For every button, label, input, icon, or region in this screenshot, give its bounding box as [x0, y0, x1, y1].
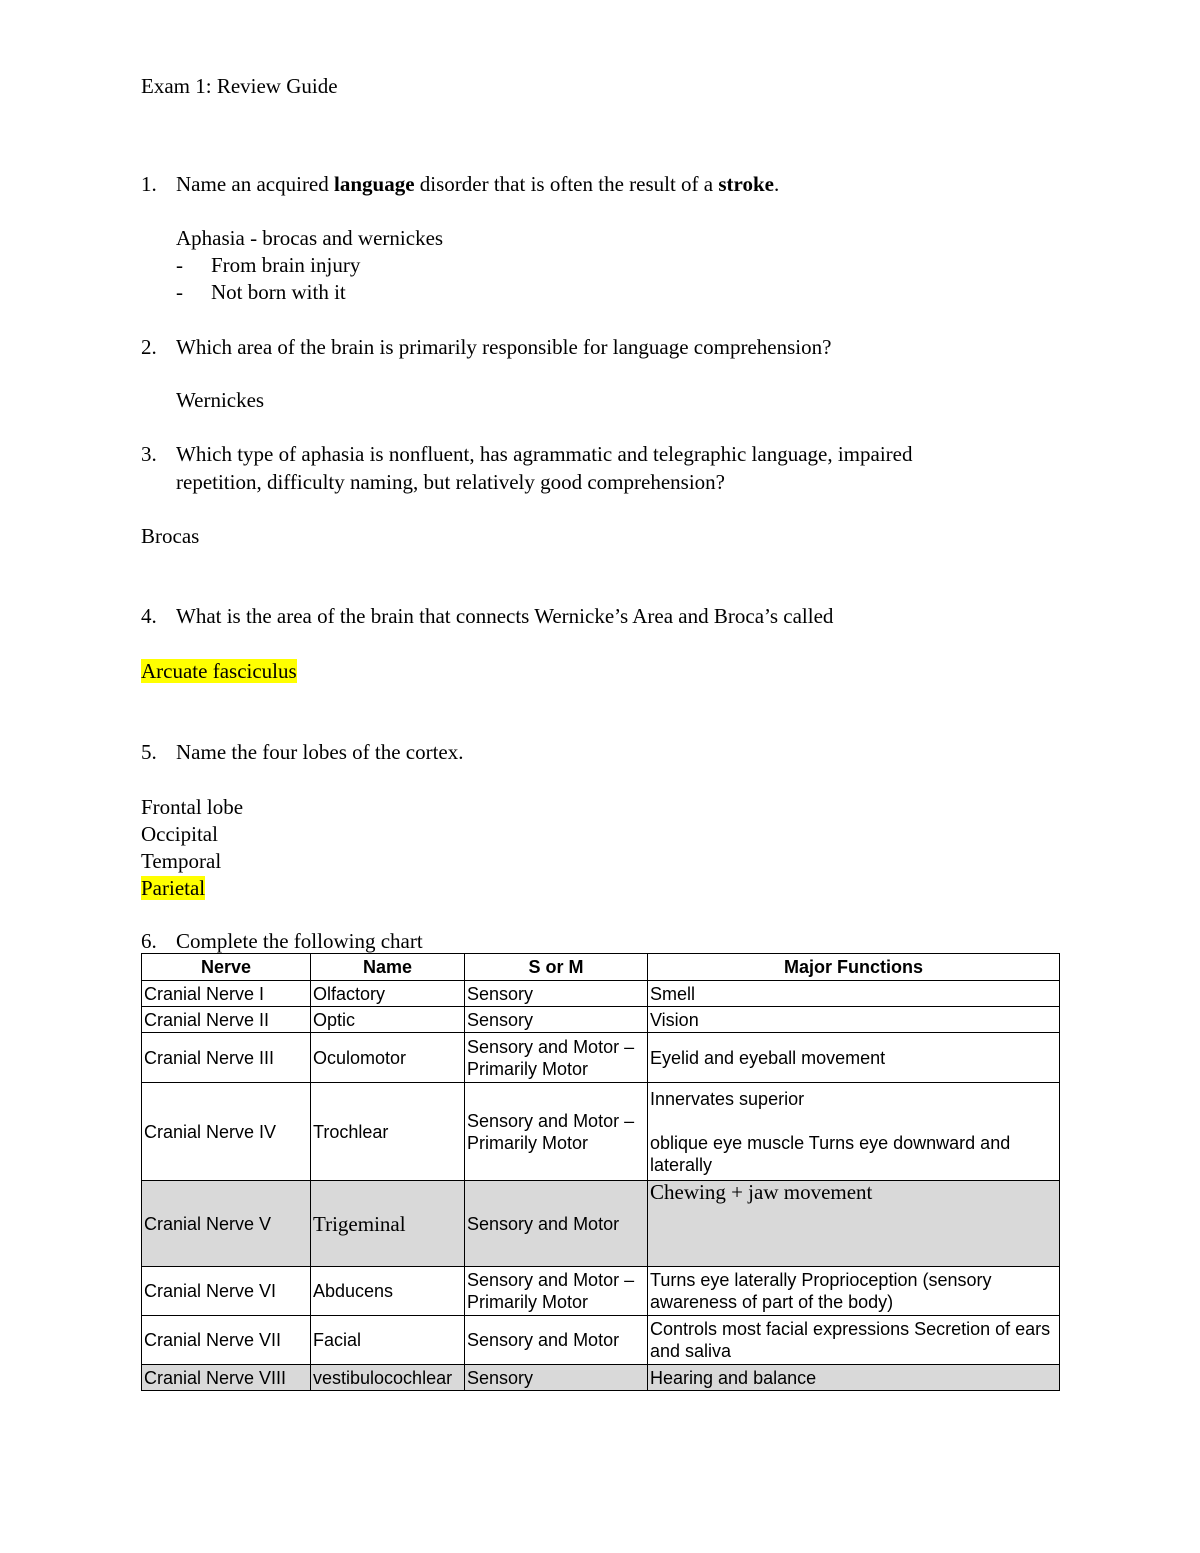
cell-name: Oculomotor [311, 1033, 465, 1083]
q1-question [176, 171, 779, 197]
q1-bullet-1: From brain injury [211, 253, 361, 277]
cell-name: vestibulocochlear [311, 1365, 465, 1391]
q6-question: Complete the following chart [176, 929, 423, 953]
header-s-or-m: S or M [465, 954, 648, 981]
q1-answer: Aphasia - brocas and wernickes [176, 226, 444, 250]
q3-question-line1: Which type of aphasia is nonfluent, has agrammatic and telegraphic language, impaired [176, 442, 913, 466]
cell-nerve: Cranial Nerve I [142, 981, 311, 1007]
cell-function-line1: Innervates superior [650, 1088, 805, 1109]
cell-s-or-m: Sensory and Motor – Primarily Motor [465, 1033, 648, 1083]
table-row [142, 1267, 1060, 1316]
cell-name: Olfactory [311, 981, 465, 1007]
q4-question: What is the area of the brain that connects Wernicke’s Area and Broca’s called [176, 604, 834, 628]
cell-s-or-m: Sensory and Motor – Primarily Motor [465, 1083, 648, 1181]
table-row [142, 981, 1060, 1007]
header-name: Name [311, 954, 465, 981]
q2-number: 2. [141, 335, 157, 359]
cell-s-or-m: Sensory and Motor – Primarily Motor [465, 1267, 648, 1316]
q5-answer-4-highlight: Parietal [141, 876, 206, 900]
cell-function: Smell [648, 981, 1060, 1007]
q6-number: 6. [141, 929, 157, 953]
table-row [142, 1365, 1060, 1391]
cell-name: Optic [311, 1007, 465, 1033]
table-row [142, 1007, 1060, 1033]
q1-text-start: Name an acquired [176, 172, 335, 196]
cell-function: Chewing + jaw movement [648, 1181, 1060, 1267]
q3-number: 3. [141, 442, 157, 466]
cell-name: Abducens [311, 1267, 465, 1316]
table-row [142, 1316, 1060, 1365]
header-nerve: Nerve [142, 954, 311, 981]
q5-number: 5. [141, 740, 157, 764]
cell-function: Eyelid and eyeball movement [648, 1033, 1060, 1083]
q1-bullet-dash: - [176, 280, 183, 304]
q3-answer: Brocas [141, 524, 200, 548]
cell-name: Trigeminal [311, 1181, 465, 1267]
cranial-nerve-table [141, 953, 1060, 1391]
cell-function: Controls most facial expressions Secretion of ears and saliva [648, 1316, 1060, 1365]
table-header-row [142, 954, 1060, 981]
cell-function: Hearing and balance [648, 1365, 1060, 1391]
q1-number: 1. [141, 172, 157, 196]
q1-text-end: . [773, 172, 780, 196]
q2-answer: Wernickes [176, 388, 265, 412]
cell-s-or-m: Sensory and Motor [465, 1181, 648, 1267]
q5-answer-4 [141, 875, 205, 901]
cell-name: Trochlear [311, 1083, 465, 1181]
q5-answer-3: Temporal [141, 849, 222, 873]
q1-bold-stroke: stroke [718, 172, 774, 196]
cell-nerve: Cranial Nerve VIII [142, 1365, 311, 1391]
cell-s-or-m: Sensory and Motor [465, 1316, 648, 1365]
cell-nerve: Cranial Nerve III [142, 1033, 311, 1083]
q1-text-mid: disorder that is often the result of a [414, 172, 719, 196]
cell-function: Turns eye laterally Proprioception (sensory awareness of part of the body) [648, 1267, 1060, 1316]
page-title: Exam 1: Review Guide [141, 74, 338, 98]
q5-answer-2: Occipital [141, 822, 218, 846]
cell-name: Facial [311, 1316, 465, 1365]
cell-nerve: Cranial Nerve VI [142, 1267, 311, 1316]
cell-function [648, 1083, 1060, 1181]
q4-answer-highlight: Arcuate fasciculus [141, 659, 297, 683]
cell-s-or-m: Sensory [465, 1007, 648, 1033]
q1-bullet-dash: - [176, 253, 183, 277]
cell-nerve: Cranial Nerve V [142, 1181, 311, 1267]
q4-answer [141, 658, 297, 684]
cell-function: Vision [648, 1007, 1060, 1033]
header-major-functions: Major Functions [648, 954, 1060, 981]
cell-nerve: Cranial Nerve IV [142, 1083, 311, 1181]
q1-bold-language: language [334, 172, 415, 196]
table-row [142, 1083, 1060, 1181]
cell-s-or-m: Sensory [465, 981, 648, 1007]
q3-question-line2: repetition, difficulty naming, but relatively good comprehension? [176, 470, 725, 494]
q1-bullet-2: Not born with it [211, 280, 346, 304]
table-row [142, 1181, 1060, 1267]
table-row [142, 1033, 1060, 1083]
cell-function-line2: oblique eye muscle Turns eye downward and laterally [650, 1132, 1011, 1175]
q2-question: Which area of the brain is primarily responsible for language comprehension? [176, 335, 832, 359]
cell-nerve: Cranial Nerve VII [142, 1316, 311, 1365]
cell-s-or-m: Sensory [465, 1365, 648, 1391]
cell-nerve: Cranial Nerve II [142, 1007, 311, 1033]
q5-answer-1: Frontal lobe [141, 795, 244, 819]
q4-number: 4. [141, 604, 157, 628]
q5-question: Name the four lobes of the cortex. [176, 740, 464, 764]
